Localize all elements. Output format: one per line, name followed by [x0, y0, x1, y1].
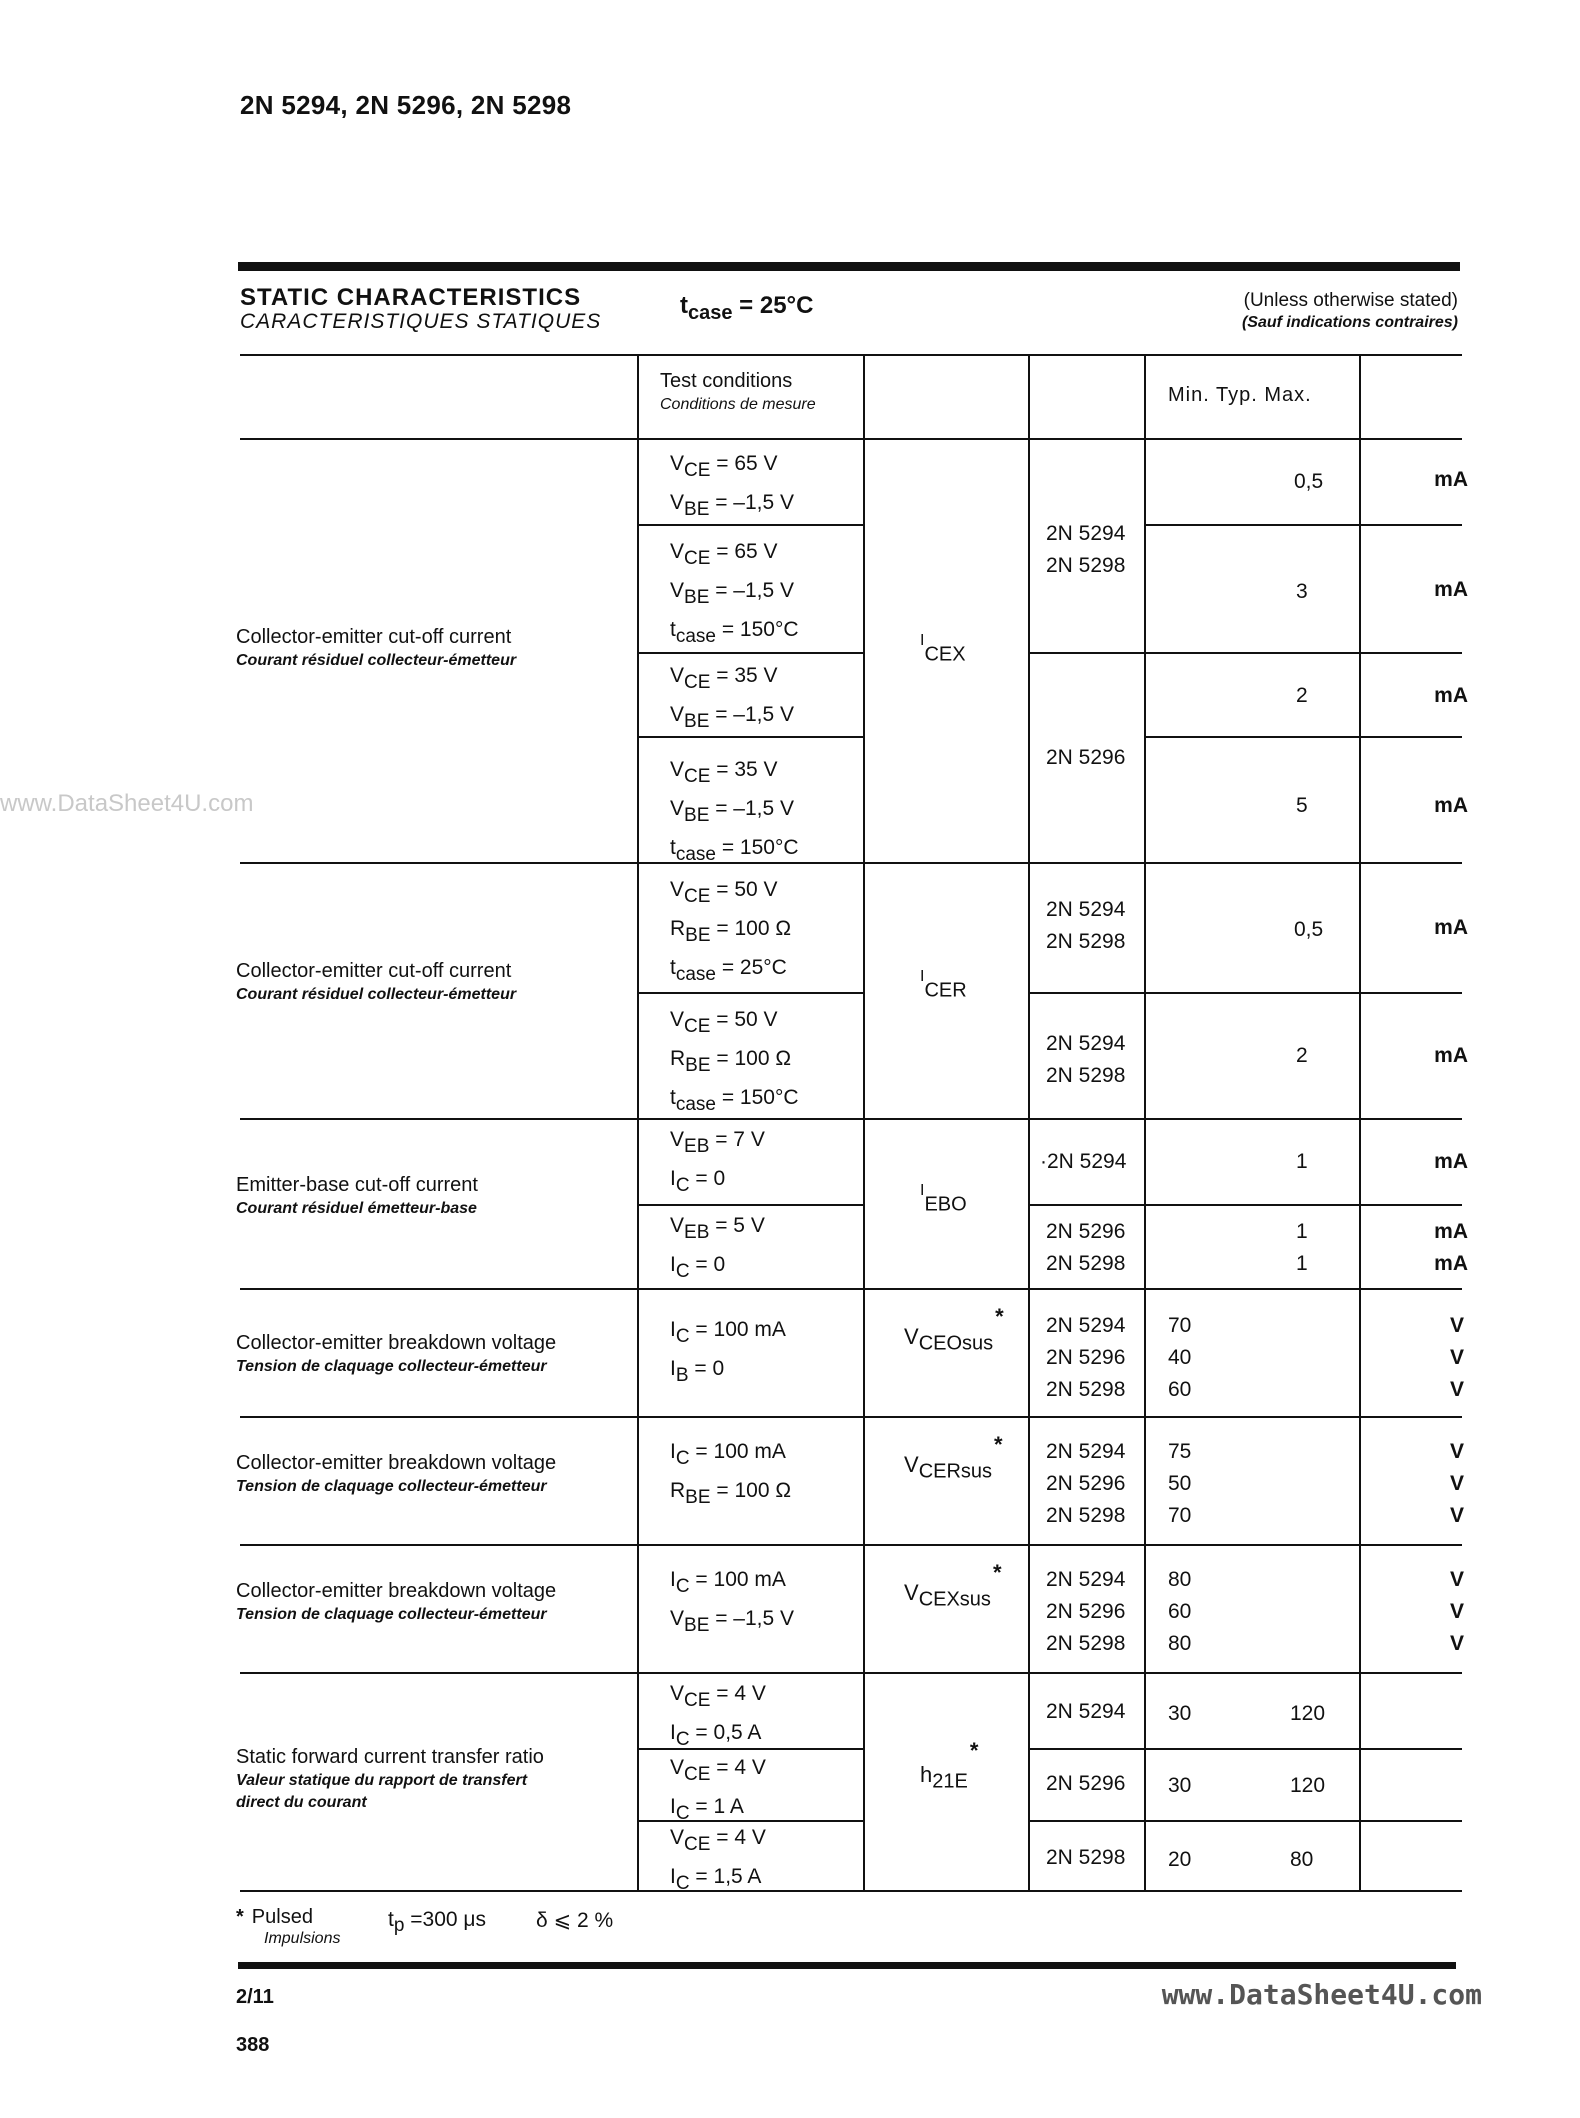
- device-item: 2N 5296: [1046, 1600, 1126, 1623]
- max-value: 0,5: [1294, 470, 1324, 493]
- device-item: ·2N 5294: [1040, 1150, 1127, 1173]
- unit: mA: [1434, 794, 1468, 817]
- param-4-fr: Tension de claquage collecteur-émetteur: [236, 1358, 547, 1375]
- param-6-en: Collector-emitter breakdown voltage: [236, 1580, 557, 1602]
- table-header-bottom-rule: [240, 438, 1462, 440]
- val-sep-d: [1028, 992, 1462, 994]
- param-7-fr2: direct du courant: [236, 1794, 367, 1811]
- device-item: 2N 5296: [1046, 746, 1126, 769]
- min-values-vcexsus: [1168, 1564, 1191, 1660]
- catalog-page-number: 388: [236, 2034, 270, 2056]
- row-sep-4: [240, 1416, 1462, 1418]
- param-1-en: Collector-emitter cut-off current: [236, 626, 512, 648]
- param-3-en: Emitter-base cut-off current: [236, 1174, 478, 1196]
- section-subtitle: CARACTERISTIQUES STATIQUES: [240, 310, 602, 333]
- unit: mA: [1434, 1252, 1468, 1275]
- header-test-conditions: Test conditions: [660, 370, 793, 392]
- param-6-fr: Tension de claquage collecteur-émetteur: [236, 1606, 547, 1623]
- device-group-5: [1040, 1146, 1126, 1178]
- col-line-2: [863, 354, 865, 1892]
- device-item: 2N 5294: [1046, 1440, 1126, 1463]
- device-item: 2N 5294: [1046, 1032, 1126, 1055]
- cond-8: $V_{EB} = 5$ V $I_C = 0$: [670, 1214, 765, 1282]
- min-value: 70: [1168, 1504, 1192, 1527]
- symbol-vceosus: $V_{CEOsus}*$: [904, 1304, 1004, 1355]
- unless-note-fr: (Sauf indications contraires): [1241, 314, 1458, 331]
- device-item: 2N 5296: [1046, 1772, 1126, 1795]
- cond-13: $V_{CE} = 4$ V $I_C = 1$ A: [670, 1756, 766, 1824]
- watermark-left: www.DataSheet4U.com: [0, 790, 254, 817]
- unit: mA: [1434, 1150, 1468, 1173]
- unit: V: [1449, 1314, 1464, 1337]
- device-item: 2N 5294: [1046, 1700, 1126, 1723]
- max-value: 0,5: [1294, 918, 1324, 941]
- min-value: 50: [1168, 1472, 1192, 1495]
- device-item: 2N 5296: [1046, 1472, 1126, 1495]
- symbol-icer: $^I_{CER}$: [920, 968, 967, 1002]
- param-7-en: Static forward current transfer ratio: [236, 1746, 544, 1768]
- max-value: 1: [1296, 1252, 1308, 1275]
- unit: mA: [1434, 578, 1468, 601]
- min-value-h21e-1: 30: [1168, 1702, 1192, 1725]
- symbol-iebo: $^I_{EBO}$: [920, 1182, 967, 1216]
- col-line-1: [637, 354, 639, 1892]
- section-title: STATIC CHARACTERISTICS: [240, 284, 582, 311]
- val-sep-f: [1028, 1748, 1462, 1750]
- device-group-11: [1046, 1768, 1125, 1800]
- val-sep-a: [1144, 524, 1462, 526]
- cond-7: $V_{EB} = 7$ V $I_C = 0$: [670, 1128, 765, 1196]
- cond-5: $V_{CE} = 50$ V $R_{BE} = 100$ Ω $t_{case} = 25^\circ C$: [670, 878, 792, 985]
- cond-sep-e: [637, 1204, 865, 1206]
- col-line-4: [1144, 354, 1146, 1892]
- device-item: 2N 5294: [1046, 898, 1126, 921]
- units-vceosus: [1450, 1310, 1464, 1406]
- val-sep-e: [1028, 1204, 1462, 1206]
- footnote-tp: $t_p =300$ μs: [388, 1908, 486, 1937]
- max-value-h21e-2: 120: [1290, 1774, 1326, 1797]
- min-value: 60: [1168, 1600, 1192, 1623]
- row-sep-6: [240, 1672, 1462, 1674]
- device-item: 2N 5296: [1046, 1346, 1126, 1369]
- units-vcersus: [1450, 1436, 1464, 1532]
- max-value: 3: [1296, 580, 1308, 603]
- footnote-pulsed: * Pulsed: [236, 1906, 313, 1928]
- val-sep-c: [1144, 736, 1462, 738]
- unit: mA: [1434, 1044, 1468, 1067]
- cond-9: $I_C = 100$ mA $I_B = 0$: [670, 1318, 786, 1386]
- min-value-h21e-3: 20: [1168, 1848, 1192, 1871]
- min-value-h21e-2: 30: [1168, 1774, 1192, 1797]
- header-min-typ-max: Min. Typ. Max.: [1168, 384, 1312, 406]
- param-5-fr: Tension de claquage collecteur-émetteur: [236, 1478, 547, 1495]
- max-value: 2: [1296, 1044, 1308, 1067]
- symbol-vcexsus: $V_{CEXsus}*$: [904, 1560, 1002, 1611]
- max-value: 1: [1296, 1220, 1308, 1243]
- device-item: 2N 5298: [1046, 1064, 1126, 1087]
- param-3-fr: Courant résiduel émetteur-base: [236, 1200, 477, 1217]
- min-value: 80: [1168, 1568, 1192, 1591]
- footnote-pulsed-fr: Impulsions: [264, 1930, 341, 1947]
- param-7-fr: Valeur statique du rapport de transfert: [236, 1772, 528, 1789]
- min-values-vceosus: [1168, 1310, 1191, 1406]
- device-group-1: [1046, 518, 1125, 582]
- symbol-vcersus: $V_{CERsus}*$: [904, 1432, 1003, 1483]
- val-sep-g: [1028, 1820, 1462, 1822]
- units-vcexsus: [1450, 1564, 1464, 1660]
- unit: V: [1449, 1378, 1464, 1401]
- row-sep-7: [240, 1890, 1462, 1892]
- row-sep-2: [240, 1118, 1462, 1120]
- device-group-8: [1046, 1436, 1125, 1532]
- unit: V: [1449, 1504, 1464, 1527]
- device-group-6: [1046, 1216, 1125, 1280]
- device-item: 2N 5298: [1046, 1378, 1126, 1401]
- param-2-fr: Courant résiduel collecteur-émetteur: [236, 986, 517, 1003]
- val-sep-b: [1028, 652, 1462, 654]
- device-item: 2N 5298: [1046, 1632, 1126, 1655]
- device-group-10: [1046, 1696, 1125, 1728]
- row-sep-1: [240, 862, 1462, 864]
- row-sep-5: [240, 1544, 1462, 1546]
- device-item: 2N 5294: [1046, 1568, 1126, 1591]
- watermark-right: www.DataSheet4U.com: [1161, 1978, 1482, 2011]
- cond-2: $V_{CE} = 65$ V $V_{BE} = -1,5$ V $t_{case} = 150^\circ C$: [670, 540, 799, 647]
- header-test-conditions-fr: Conditions de mesure: [660, 396, 816, 413]
- max-value: 5: [1296, 794, 1308, 817]
- param-1-fr: Courant résiduel collecteur-émetteur: [236, 652, 517, 669]
- cond-sep-d: [637, 992, 865, 994]
- min-value: 70: [1168, 1314, 1192, 1337]
- max-value-h21e-3: 80: [1290, 1848, 1314, 1871]
- max-value: 2: [1296, 684, 1308, 707]
- page-number: 2/11: [236, 1986, 274, 2008]
- max-value: 1: [1296, 1150, 1308, 1173]
- device-group-4: [1046, 1028, 1125, 1092]
- cond-12: $V_{CE} = 4$ V $I_C = 0,5$ A: [670, 1682, 766, 1750]
- device-item: 2N 5298: [1046, 1252, 1126, 1275]
- footnote-delta: δ ⩽ 2 %: [536, 1909, 614, 1932]
- device-item: 2N 5294: [1046, 522, 1126, 545]
- unit: V: [1449, 1346, 1464, 1369]
- cond-4: $V_{CE} = 35$ V $V_{BE} = -1,5$ V $t_{case} = 150^\circ C$: [670, 758, 799, 865]
- unit: V: [1449, 1600, 1464, 1623]
- cond-1: $V_{CE} = 65$ V $V_{BE} = -1,5$ V: [670, 452, 795, 520]
- col-line-3: [1028, 354, 1030, 1892]
- tcase-condition: $t_{case} = 25^\circ C$: [680, 292, 814, 324]
- min-value: 40: [1168, 1346, 1192, 1369]
- device-item: 2N 5298: [1046, 1846, 1126, 1869]
- table-header-top-rule: [240, 354, 1462, 356]
- device-item: 2N 5294: [1046, 1314, 1126, 1337]
- param-4-en: Collector-emitter breakdown voltage: [236, 1332, 557, 1354]
- device-item: 2N 5298: [1046, 554, 1126, 577]
- unit: mA: [1434, 1220, 1468, 1243]
- param-5-en: Collector-emitter breakdown voltage: [236, 1452, 557, 1474]
- unit: mA: [1434, 468, 1468, 491]
- unit: mA: [1434, 916, 1468, 939]
- device-group-2: [1046, 742, 1125, 774]
- unit: V: [1449, 1632, 1464, 1655]
- unit: V: [1449, 1568, 1464, 1591]
- document-title: 2N 5294, 2N 5296, 2N 5298: [240, 90, 572, 120]
- row-sep-3: [240, 1288, 1462, 1290]
- symbol-icex: $^I_{CEX}$: [920, 632, 966, 666]
- cond-10: $I_C = 100$ mA $R_{BE} = 100$ Ω: [670, 1440, 792, 1508]
- device-group-12: [1046, 1842, 1125, 1874]
- unit: V: [1449, 1440, 1464, 1463]
- col-line-5: [1359, 354, 1361, 1892]
- min-value: 80: [1168, 1632, 1192, 1655]
- unless-note: (Unless otherwise stated): [1243, 290, 1458, 311]
- cond-6: $V_{CE} = 50$ V $R_{BE} = 100$ Ω $t_{case} = 150^\circ C$: [670, 1008, 799, 1115]
- min-value: 75: [1168, 1440, 1192, 1463]
- unit: V: [1449, 1472, 1464, 1495]
- cond-3: $V_{CE} = 35$ V $V_{BE} = -1,5$ V: [670, 664, 795, 732]
- device-item: 2N 5296: [1046, 1220, 1126, 1243]
- cond-14: $V_{CE} = 4$ V $I_C = 1,5$ A: [670, 1826, 766, 1894]
- param-2-en: Collector-emitter cut-off current: [236, 960, 512, 982]
- symbol-h21e: $h_{21E}*$: [920, 1738, 979, 1793]
- device-group-3: [1046, 894, 1125, 958]
- top-rule: [238, 262, 1460, 271]
- unit: mA: [1434, 684, 1468, 707]
- bottom-rule: [238, 1962, 1456, 1969]
- device-group-7: [1046, 1310, 1125, 1406]
- device-item: 2N 5298: [1046, 1504, 1126, 1527]
- max-value-h21e-1: 120: [1290, 1702, 1326, 1725]
- device-group-9: [1046, 1564, 1125, 1660]
- device-item: 2N 5298: [1046, 930, 1126, 953]
- min-value: 60: [1168, 1378, 1192, 1401]
- cond-11: $I_C = 100$ mA $V_{BE} = -1,5$ V: [670, 1568, 795, 1636]
- min-values-vcersus: [1168, 1436, 1191, 1532]
